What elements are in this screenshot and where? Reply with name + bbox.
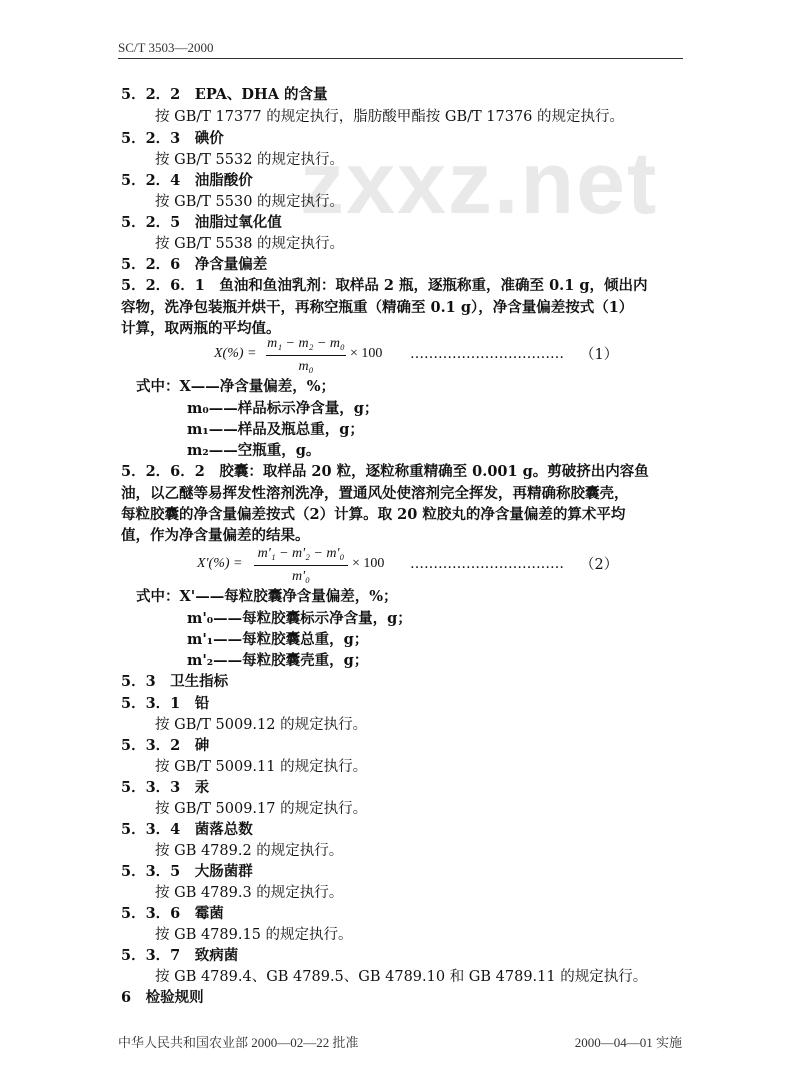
where-2-m1: m'₁——每粒胶囊总重，g； xyxy=(187,631,369,648)
section-5-2-3-heading: 5．2．3 碘价 xyxy=(121,130,224,147)
section-5-2-6-2-line1: 5．2．6．2 胶囊：取样品 20 粒，逐粒称重精确至 0.001 g。剪破挤出内容鱼 xyxy=(121,463,649,480)
section-5-3-2-text: 按 GB/T 5009.11 的规定执行。 xyxy=(155,759,368,775)
section-5-2-6-2-line4: 值，作为净含量偏差的结果。 xyxy=(121,527,310,544)
section-5-3-2-heading: 5．3．2 砷 xyxy=(121,737,210,754)
header-rule xyxy=(118,58,683,59)
section-6-heading: 6 检验规则 xyxy=(121,989,204,1006)
section-5-3-heading: 5．3 卫生指标 xyxy=(121,673,229,690)
where-2-m2: m'₂——每粒胶囊壳重，g； xyxy=(187,652,369,669)
formula-2-numerator: m'₁ − m'₂ − m'₀ xyxy=(257,546,345,561)
where-2-m0: m'₀——每粒胶囊标示净含量，g； xyxy=(187,610,412,627)
section-5-2-2-text: 按 GB/T 17377 的规定执行，脂肪酸甲酯按 GB/T 17376 的规定执行。 xyxy=(155,109,624,125)
formula-2-tail: × 100 xyxy=(352,556,385,571)
where-1-m2: m₂——空瓶重，g。 xyxy=(187,442,321,459)
section-5-2-2-heading: 5．2．2 EPA、DHA 的含量 xyxy=(121,86,328,103)
approval-note: 中华人民共和国农业部 2000—02—22 批准 xyxy=(118,1035,359,1050)
formula-1-dots: …………………………… xyxy=(410,346,564,362)
formula-2-number: （2） xyxy=(580,557,619,573)
formula-1-lhs: X(%) = xyxy=(214,346,257,361)
section-5-2-5-heading: 5．2．5 油脂过氧化值 xyxy=(121,214,282,231)
section-5-3-7-heading: 5．3．7 致病菌 xyxy=(121,947,239,964)
section-5-3-5-heading: 5．3．5 大肠菌群 xyxy=(121,863,253,880)
section-5-3-6-heading: 5．3．6 霉菌 xyxy=(121,905,224,922)
formula-1-fraction-bar xyxy=(266,355,346,356)
section-5-2-6-1-line1: 5．2．6．1 鱼油和鱼油乳剂：取样品 2 瓶，逐瓶称重，准确至 0.1 g，倾出内 xyxy=(121,277,648,294)
section-5-3-5-text: 按 GB 4789.3 的规定执行。 xyxy=(155,885,344,901)
section-5-3-1-heading: 5．3．1 铅 xyxy=(121,695,210,712)
section-5-3-4-text: 按 GB 4789.2 的规定执行。 xyxy=(155,843,344,859)
where-1-m1: m₁——样品及瓶总重，g； xyxy=(187,421,364,438)
section-5-3-3-text: 按 GB/T 5009.17 的规定执行。 xyxy=(155,801,368,817)
implementation-date: 2000—04—01 实施 xyxy=(574,1035,682,1050)
formula-2-denominator: m'₀ xyxy=(292,569,310,584)
formula-2-dots: …………………………… xyxy=(410,556,564,572)
standard-code: SC/T 3503—2000 xyxy=(118,40,214,55)
section-5-2-4-text: 按 GB/T 5530 的规定执行。 xyxy=(155,194,345,210)
section-5-2-6-2-line2: 油，以乙醚等易挥发性溶剂洗净，置通风处使溶剂完全挥发，再精确称胶囊壳， xyxy=(121,485,629,502)
section-5-3-1-text: 按 GB/T 5009.12 的规定执行。 xyxy=(155,717,368,733)
formula-1-denominator: m₀ xyxy=(298,359,314,374)
section-5-2-6-1-line3: 计算，取两瓶的平均值。 xyxy=(121,320,281,337)
section-5-2-6-1-line2: 容物，洗净包装瓶并烘干，再称空瓶重（精确至 0.1 g），净含量偏差按式（1） xyxy=(121,299,634,316)
section-5-3-3-heading: 5．3．3 汞 xyxy=(121,779,210,796)
formula-1-number: （1） xyxy=(580,347,619,363)
section-5-2-3-text: 按 GB/T 5532 的规定执行。 xyxy=(155,152,345,168)
formula-2-lhs: X'(%) = xyxy=(197,556,243,571)
where-1-x: 式中：X——净含量偏差，%； xyxy=(136,378,336,395)
where-1-m0: m₀——样品标示净含量，g； xyxy=(187,400,379,417)
section-5-3-7-text: 按 GB 4789.4、GB 4789.5、GB 4789.10 和 GB 4789.11 的规定执行。 xyxy=(155,969,648,985)
formula-2-fraction-bar xyxy=(254,565,348,566)
formula-1-tail: × 100 xyxy=(350,346,383,361)
watermark: zxxz.net xyxy=(300,133,659,232)
section-5-2-6-heading: 5．2．6 净含量偏差 xyxy=(121,256,268,273)
where-2-x: 式中：X'——每粒胶囊净含量偏差，%； xyxy=(136,588,398,605)
section-5-3-4-heading: 5．3．4 菌落总数 xyxy=(121,821,253,838)
section-5-2-6-2-line3: 每粒胶囊的净含量偏差按式（2）计算。取 20 粒胶丸的净含量偏差的算术平均 xyxy=(121,506,626,523)
formula-1-numerator: m₁ − m₂ − m₀ xyxy=(267,336,345,351)
section-5-2-5-text: 按 GB/T 5538 的规定执行。 xyxy=(155,236,345,252)
section-5-2-4-heading: 5．2．4 油脂酸价 xyxy=(121,172,253,189)
section-5-3-6-text: 按 GB 4789.15 的规定执行。 xyxy=(155,927,353,943)
